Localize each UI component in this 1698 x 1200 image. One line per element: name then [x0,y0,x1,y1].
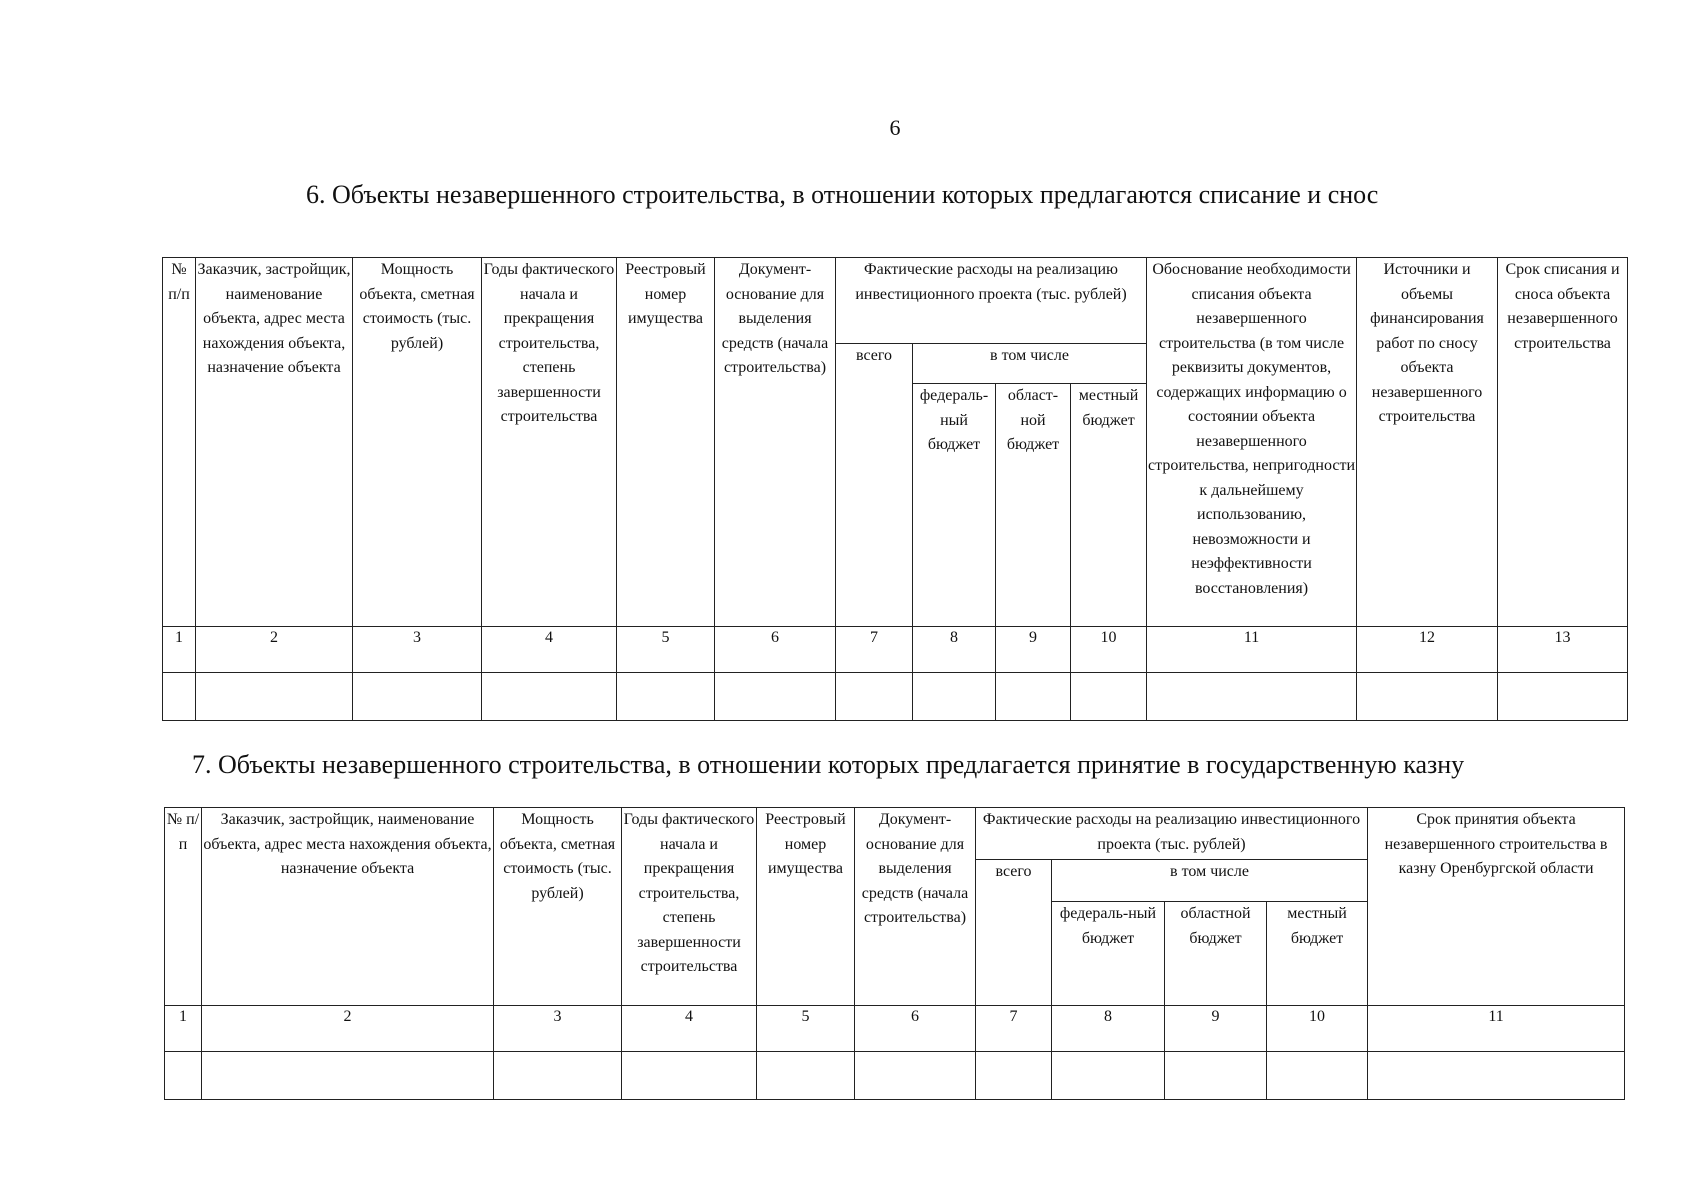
col-num: 11 [1368,1006,1625,1052]
empty-cell [1357,673,1498,721]
table-section-6 [162,257,1628,721]
section-7-heading: 7. Объекты незавершенного строительства, в отношении которых предлагается принятие в государственную казну [192,750,1465,779]
header-registry-number: Реестровый номер имущества [757,808,855,1006]
col-num: 6 [855,1006,976,1052]
header-funding-sources: Источники и объемы финансирования работ по сносу объекта незавершенного строительства [1357,258,1498,627]
col-num: 1 [165,1006,202,1052]
col-num: 6 [715,627,836,673]
table-row-empty [163,673,1628,721]
column-numbers-row [165,1006,1625,1052]
header-number: № п/п [163,258,196,627]
header-federal-budget: федераль-ный бюджет [913,384,996,627]
header-basis-document: Документ-основание для выделения средств (начала строительства) [855,808,976,1006]
header-years: Годы фактического начала и прекращения строительства, степень завершенности строительства [622,808,757,1006]
col-num: 4 [622,1006,757,1052]
empty-cell [617,673,715,721]
header-actual-expenses: Фактические расходы на реализацию инвестиционного проекта (тыс. рублей) [836,258,1147,344]
col-num: 4 [482,627,617,673]
header-local-budget: местный бюджет [1071,384,1147,627]
empty-cell [976,1052,1052,1100]
empty-cell [996,673,1071,721]
col-num: 12 [1357,627,1498,673]
page-number: 6 [889,115,901,140]
header-regional-budget: област-ной бюджет [996,384,1071,627]
header-local-budget: местный бюджет [1267,902,1368,1006]
empty-cell [196,673,353,721]
empty-cell [1071,673,1147,721]
empty-cell [494,1052,622,1100]
empty-cell [165,1052,202,1100]
header-total: всего [976,860,1052,1006]
header-capacity: Мощность объекта, сметная стоимость (тыс. рублей) [353,258,482,627]
col-num: 5 [617,627,715,673]
header-including: в том числе [1052,860,1368,902]
empty-cell [202,1052,494,1100]
section-6-heading: 6. Объекты незавершенного строительства, в отношении которых предлагаются списание и снос [306,180,1379,209]
col-num: 7 [976,1006,1052,1052]
empty-cell [1165,1052,1267,1100]
table-section-7 [164,807,1625,1100]
header-write-off-term: Срок списания и сноса объекта незавершенного строительства [1498,258,1628,627]
empty-cell [757,1052,855,1100]
empty-cell [353,673,482,721]
header-years: Годы фактического начала и прекращения строительства, степень завершенности строительства [482,258,617,627]
table-row-empty [165,1052,1625,1100]
empty-cell [1498,673,1628,721]
empty-cell [1368,1052,1625,1100]
empty-cell [163,673,196,721]
header-actual-expenses: Фактические расходы на реализацию инвестиционного проекта (тыс. рублей) [976,808,1368,860]
col-num: 13 [1498,627,1628,673]
empty-cell [913,673,996,721]
empty-cell [715,673,836,721]
col-num: 1 [163,627,196,673]
empty-cell [855,1052,976,1100]
empty-cell [1147,673,1357,721]
header-customer: Заказчик, застройщик, наименование объекта, адрес места нахождения объекта, назначение объекта [202,808,494,1006]
col-num: 8 [913,627,996,673]
empty-cell [622,1052,757,1100]
header-registry-number: Реестровый номер имущества [617,258,715,627]
header-total: всего [836,344,913,627]
col-num: 3 [494,1006,622,1052]
col-num: 9 [996,627,1071,673]
header-capacity: Мощность объекта, сметная стоимость (тыс. рублей) [494,808,622,1006]
col-num: 2 [196,627,353,673]
header-number: № п/п [165,808,202,1006]
col-num: 9 [1165,1006,1267,1052]
header-transfer-term: Срок принятия объекта незавершенного строительства в казну Оренбургской области [1368,808,1625,1006]
empty-cell [836,673,913,721]
header-justification: Обоснование необходимости списания объекта незавершенного строительства (в том числе реквизиты документов, содержащих информацию о состоянии объекта незавершенного строительства, непригодности к дальнейшему использованию, невозможности и неэффективности восстановления) [1147,258,1357,627]
header-basis-document: Документ-основание для выделения средств (начала строительства) [715,258,836,627]
empty-cell [1052,1052,1165,1100]
col-num: 5 [757,1006,855,1052]
header-federal-budget: федераль-ный бюджет [1052,902,1165,1006]
col-num: 2 [202,1006,494,1052]
col-num: 11 [1147,627,1357,673]
header-including: в том числе [913,344,1147,384]
col-num: 10 [1071,627,1147,673]
empty-cell [482,673,617,721]
empty-cell [1267,1052,1368,1100]
col-num: 3 [353,627,482,673]
col-num: 8 [1052,1006,1165,1052]
column-numbers-row [163,627,1628,673]
header-customer: Заказчик, застройщик, наименование объекта, адрес места нахождения объекта, назначение объекта [196,258,353,627]
col-num: 7 [836,627,913,673]
col-num: 10 [1267,1006,1368,1052]
header-regional-budget: областной бюджет [1165,902,1267,1006]
